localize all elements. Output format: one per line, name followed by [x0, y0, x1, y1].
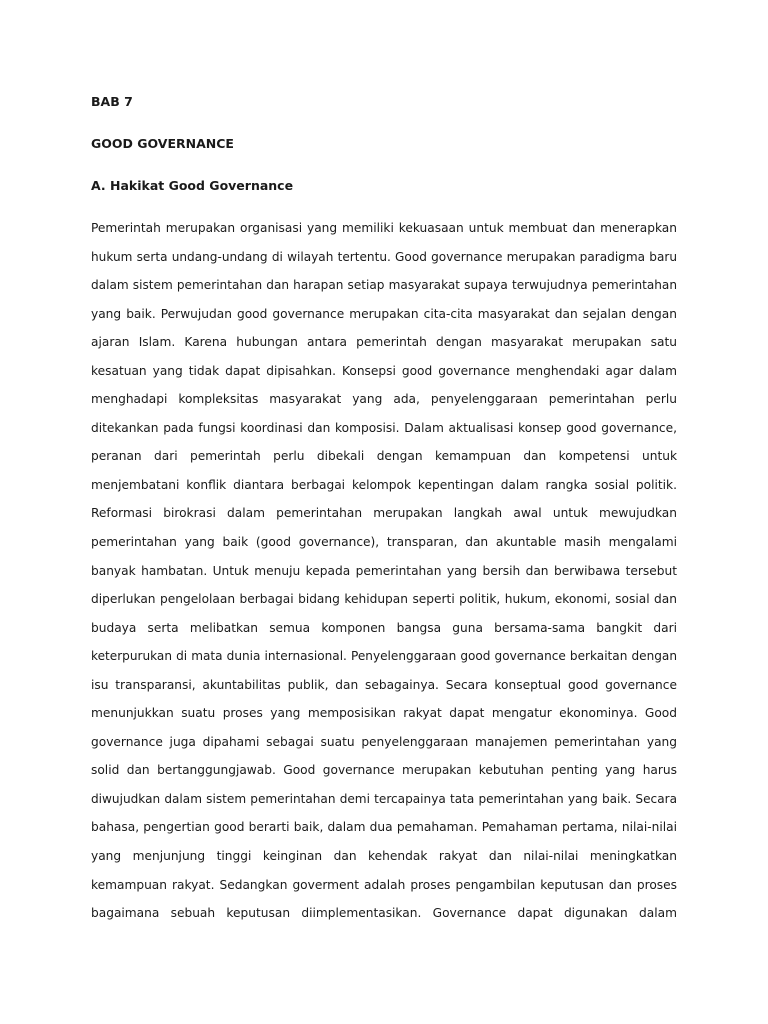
- paragraph-line: governance juga dipahami sebagai suatu penyelenggaraan manajemen pemerintahan yang: [91, 734, 677, 749]
- paragraph-line: ajaran Islam. Karena hubungan antara pemerintah dengan masyarakat merupakan satu: [91, 335, 677, 350]
- paragraph-line: isu transparansi, akuntabilitas publik, dan sebagainya. Secara konseptual good governance: [91, 677, 677, 692]
- paragraph-line: menunjukkan suatu proses yang memposisikan rakyat dapat mengatur ekonominya. Good: [91, 706, 677, 721]
- paragraph-line: dalam sistem pemerintahan dan harapan setiap masyarakat supaya terwujudnya pemerintahan: [91, 278, 677, 293]
- paragraph-line: hukum serta undang-undang di wilayah tertentu. Good governance merupakan paradigma baru: [91, 249, 677, 264]
- paragraph-line: Reformasi birokrasi dalam pemerintahan merupakan langkah awal untuk mewujudkan: [91, 506, 677, 521]
- paragraph-line: bagaimana sebuah keputusan diimplementasikan. Governance dapat digunakan dalam: [91, 906, 677, 921]
- paragraph-line: budaya serta melibatkan semua komponen bangsa guna bersama-sama bangkit dari: [91, 620, 677, 635]
- paragraph-line: yang menjunjung tinggi keinginan dan kehendak rakyat dan nilai-nilai meningkatkan: [91, 849, 677, 864]
- paragraph-line: kemampuan rakyat. Sedangkan goverment adalah proses pengambilan keputusan dan proses: [91, 877, 677, 892]
- paragraph-line: diwujudkan dalam sistem pemerintahan demi tercapainya tata pemerintahan yang baik. Secara: [91, 791, 677, 806]
- paragraph-line: pemerintahan yang baik (good governance), transparan, dan akuntable masih mengalami: [91, 535, 677, 550]
- paragraph-line: kesatuan yang tidak dapat dipisahkan. Konsepsi good governance menghendaki agar dalam: [91, 363, 677, 378]
- paragraph-line: solid dan bertanggungjawab. Good governance merupakan kebutuhan penting yang harus: [91, 763, 677, 778]
- paragraph-line: peranan dari pemerintah perlu dibekali dengan kemampuan dan kompetensi untuk: [91, 449, 677, 464]
- paragraph-line: menjembatani konflik diantara berbagai kelompok kepentingan dalam rangka sosial politik.: [91, 477, 677, 492]
- paragraph-line: bahasa, pengertian good berarti baik, dalam dua pemahaman. Pemahaman pertama, nilai-nilai: [91, 820, 677, 835]
- body-paragraph: [91, 218, 677, 932]
- paragraph-line: Pemerintah merupakan organisasi yang memiliki kekuasaan untuk membuat dan menerapkan: [91, 221, 677, 235]
- paragraph-line: keterpurukan di mata dunia internasional. Penyelenggaraan good governance berkaitan dengan: [91, 649, 677, 664]
- paragraph-line: menghadapi kompleksitas masyarakat yang ada, penyelenggaraan pemerintahan perlu: [91, 392, 677, 407]
- paragraph-line: ditekankan pada fungsi koordinasi dan komposisi. Dalam aktualisasi konsep good governance,: [91, 420, 677, 435]
- section-heading: A. Hakikat Good Governance: [91, 178, 294, 193]
- chapter-title: GOOD GOVERNANCE: [91, 136, 234, 151]
- paragraph-line: diperlukan pengelolaan berbagai bidang kehidupan seperti politik, hukum, ekonomi, sosial dan: [91, 592, 677, 607]
- chapter-label: BAB 7: [91, 94, 133, 109]
- paragraph-line: banyak hambatan. Untuk menuju kepada pemerintahan yang bersih dan berwibawa tersebut: [91, 563, 677, 578]
- paragraph-line: yang baik. Perwujudan good governance merupakan cita-cita masyarakat dan sejalan dengan: [91, 306, 677, 321]
